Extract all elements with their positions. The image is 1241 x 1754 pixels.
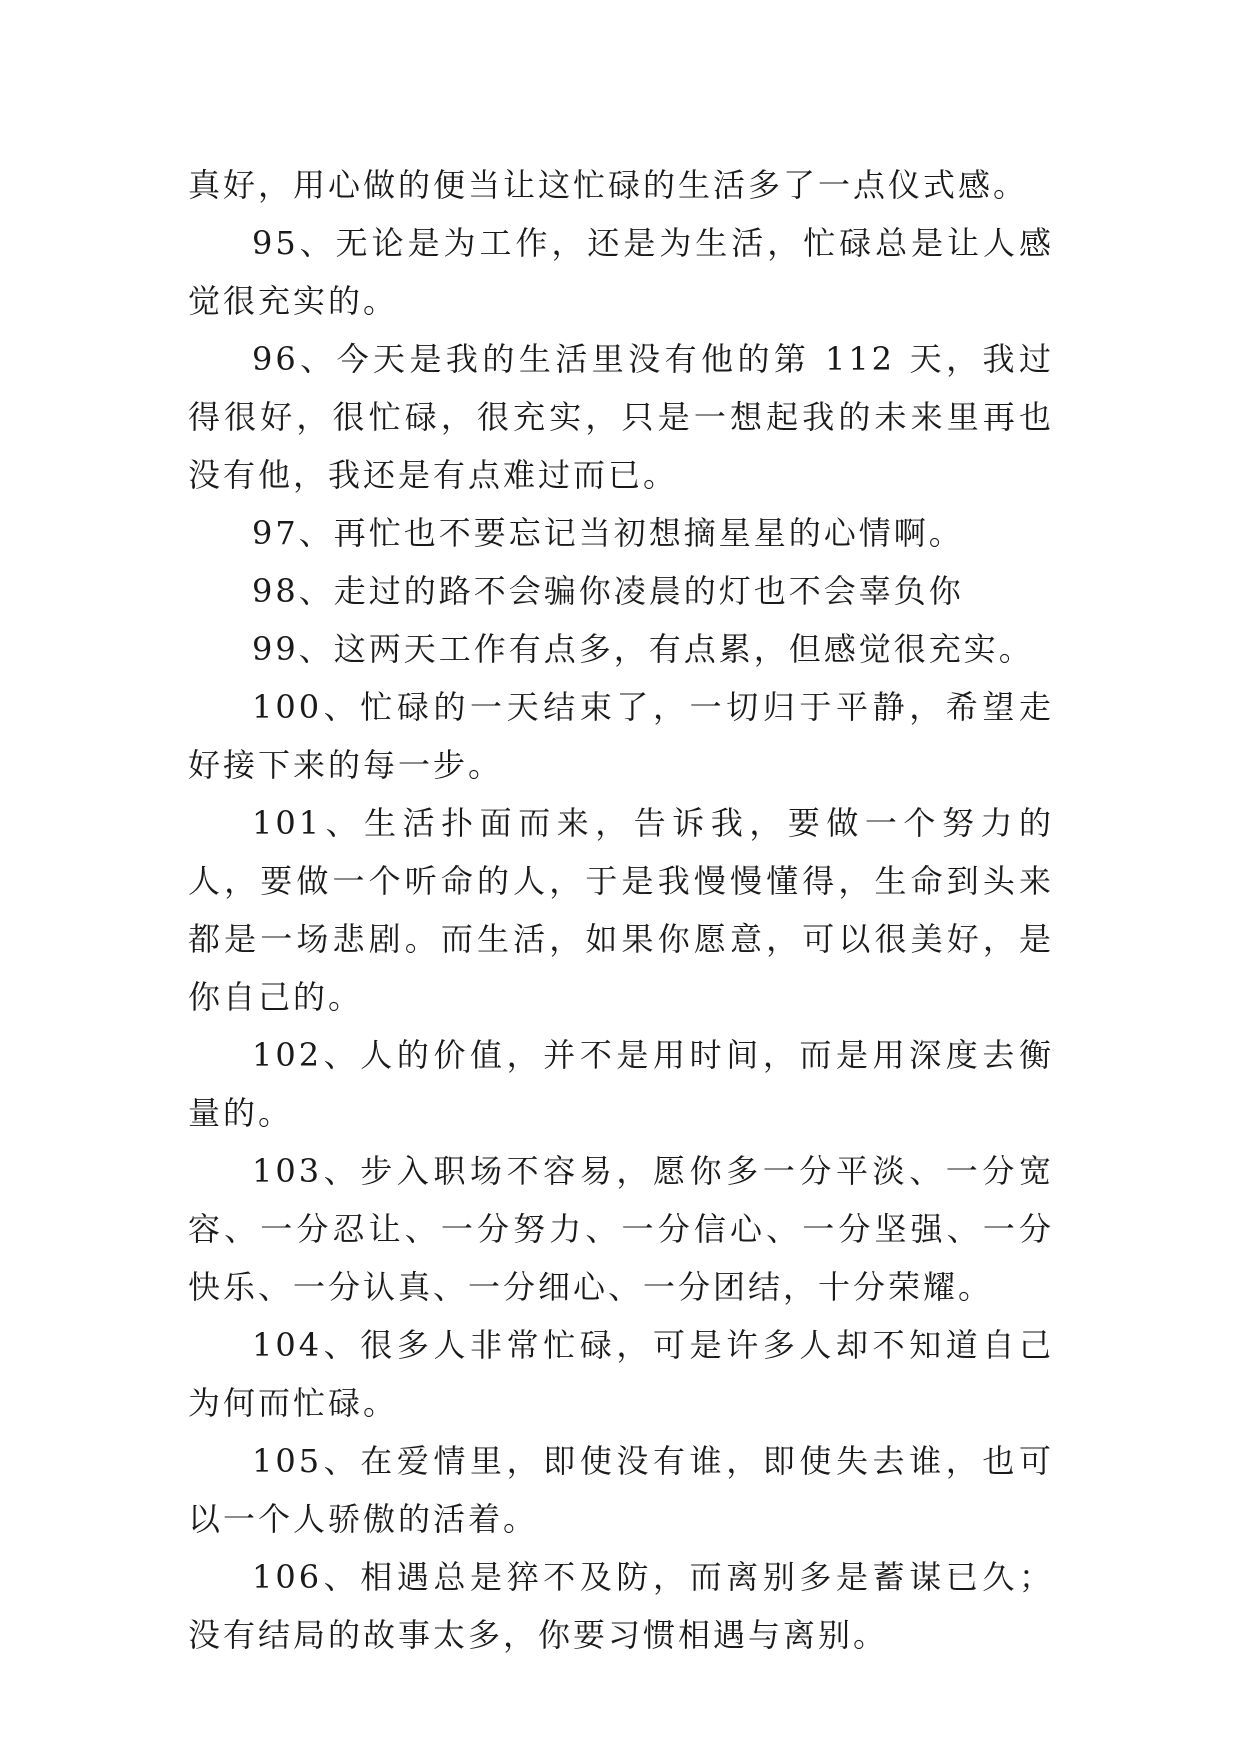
paragraph-item-106: 106、相遇总是猝不及防，而离别多是蓄谋已久；没有结局的故事太多，你要习惯相遇与离别。 — [188, 1558, 1054, 1654]
paragraph-item-105: 105、在爱情里，即使没有谁，即使失去谁，也可以一个人骄傲的活着。 — [188, 1442, 1054, 1538]
paragraph-item-95: 95、无论是为工作，还是为生活，忙碌总是让人感觉很充实的。 — [188, 224, 1054, 320]
paragraph-item-100: 100、忙碌的一天结束了，一切归于平静，希望走好接下来的每一步。 — [188, 688, 1054, 784]
paragraph-item-101: 101、生活扑面而来，告诉我，要做一个努力的人，要做一个听命的人，于是我慢慢懂得，生命到头来都是一场悲剧。而生活，如果你愿意，可以很美好，是你自己的。 — [188, 804, 1054, 1016]
paragraph-item-103: 103、步入职场不容易，愿你多一分平淡、一分宽容、一分忍让、一分努力、一分信心、一分坚强、一分快乐、一分认真、一分细心、一分团结，十分荣耀。 — [188, 1152, 1054, 1306]
paragraph-item-102: 102、人的价值，并不是用时间，而是用深度去衡量的。 — [188, 1036, 1054, 1132]
paragraph-continuation: 真好，用心做的便当让这忙碌的生活多了一点仪式感。 — [188, 166, 1029, 204]
document-body — [188, 156, 1054, 1664]
paragraph-item-99: 99、这两天工作有点多，有点累，但感觉很充实。 — [252, 630, 1034, 668]
paragraph-item-97: 97、再忙也不要忘记当初想摘星星的心情啊。 — [252, 514, 964, 552]
paragraph-item-104: 104、很多人非常忙碌，可是许多人却不知道自己为何而忙碌。 — [188, 1326, 1054, 1422]
paragraph-item-98: 98、走过的路不会骗你凌晨的灯也不会辜负你 — [252, 572, 964, 610]
paragraph-item-96: 96、今天是我的生活里没有他的第 112 天，我过得很好，很忙碌，很充实，只是一想起我的未来里再也没有他，我还是有点难过而已。 — [188, 340, 1054, 494]
